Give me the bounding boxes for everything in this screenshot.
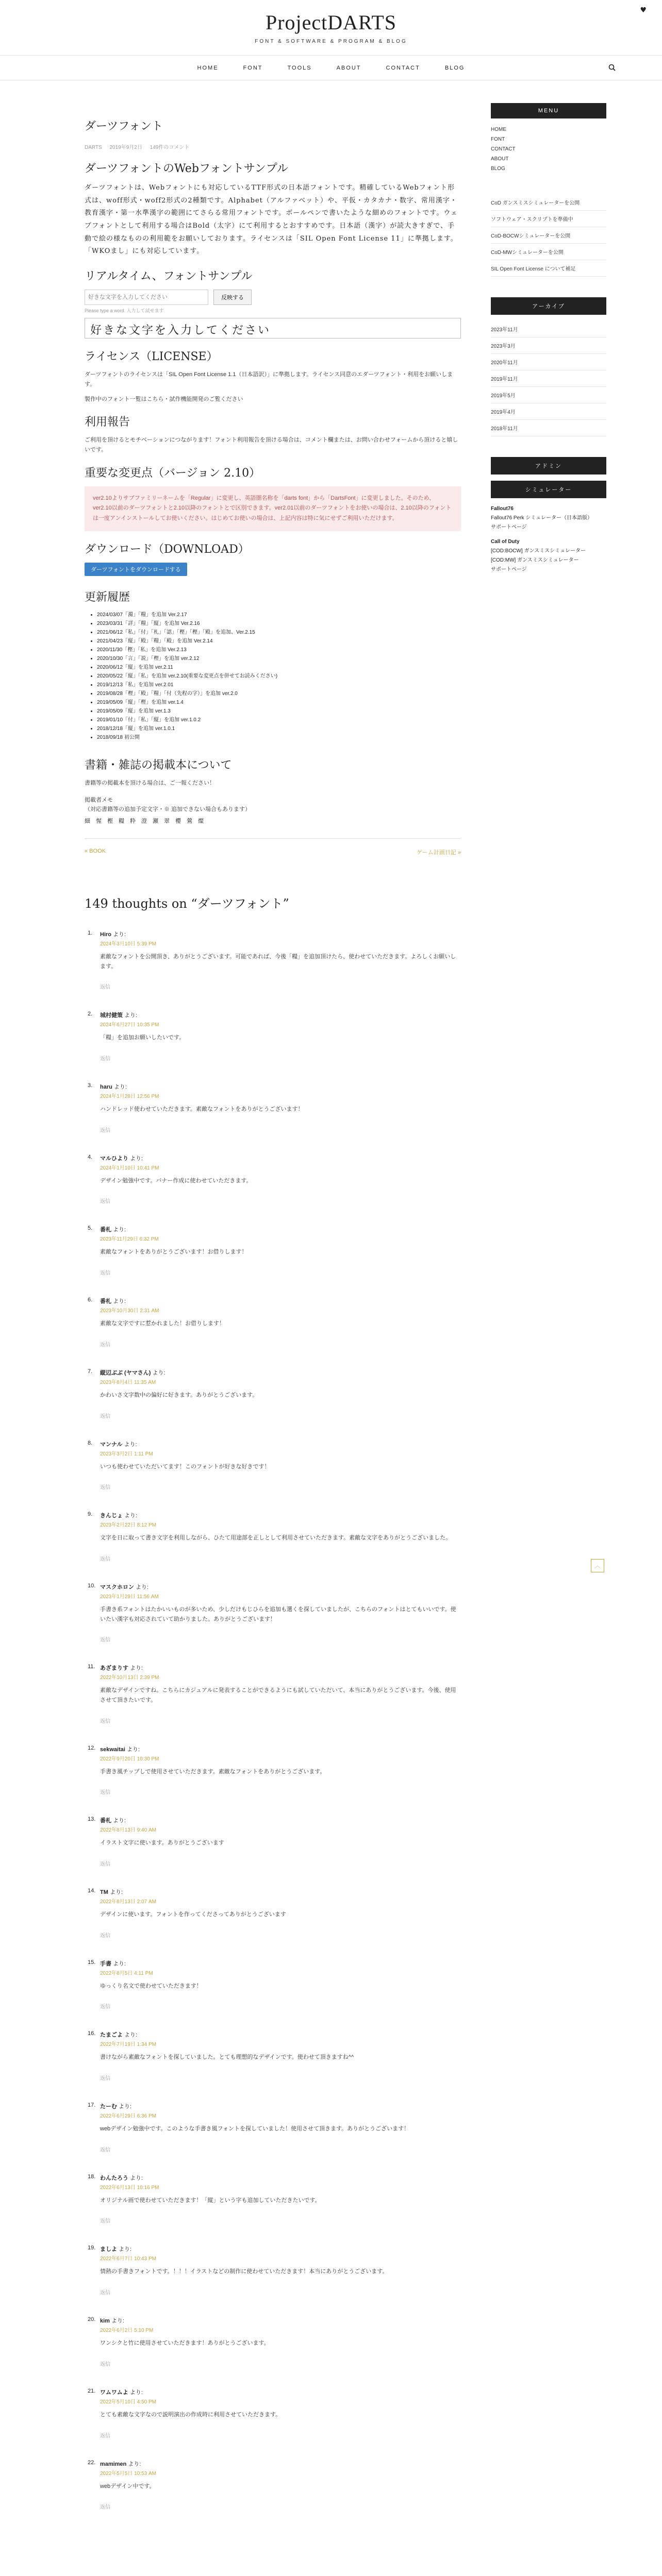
comment-says: より: [111, 931, 126, 938]
comment-author[interactable]: 番札 [100, 1298, 111, 1305]
comment-date[interactable]: 2023年2月22日 8:12 PM [100, 1522, 156, 1529]
comment-author-line [100, 930, 461, 938]
comment-author-line [100, 1368, 461, 1377]
comment-author[interactable]: Hiro [100, 931, 111, 938]
comment-number: 18. [88, 2173, 96, 2180]
comment-author-line [100, 2030, 461, 2039]
books-char: 鶯 [187, 818, 192, 825]
comment-number: 4. [88, 1154, 93, 1160]
comment-says: より: [108, 1889, 123, 1896]
books-char: 惺 [96, 818, 102, 825]
comment-reply-link[interactable]: 返信 [100, 1270, 110, 1277]
comment-reply-link[interactable]: 返信 [100, 2218, 110, 2225]
site-title[interactable]: ProjectDARTS [265, 11, 397, 34]
comment [85, 2174, 461, 2225]
books-char: 瀬 [153, 818, 158, 825]
comment-author-line [100, 2460, 461, 2468]
history-item: • 2019/08/28「樫」「殿」「糧」「付（先程の字）」を追加 ver.2.0 [97, 689, 461, 698]
comment-number: 7. [88, 1368, 93, 1375]
history-item: • 2018/09/18 初公開 [97, 733, 461, 742]
comment [85, 1583, 461, 1643]
changes-heading: 重要な変更点（バージョン 2.10） [85, 466, 261, 480]
books-char: 粋 [130, 818, 136, 825]
comment-text: 素敵なフォントをありがとうございます！お借りします！ [100, 1249, 247, 1256]
comment-reply-link[interactable]: 返信 [100, 2361, 110, 2367]
comment-author-line [100, 1888, 461, 1896]
menu-widget-title: MENU [491, 103, 606, 118]
comment-text: 「糧」を追加お願いしたいです。 [100, 1035, 185, 1041]
history-list [85, 611, 461, 742]
comment-reply-link[interactable]: 返信 [100, 1199, 110, 1205]
nav-blog[interactable]: BLOG [444, 64, 465, 71]
report-body: ご利用を頂けるとモチベーションにつながります！フォント利用報告を頂ける場合は、コメント欄または、お問い合わせフォームから頂けると嬉しいです。 [85, 437, 458, 453]
comment-text: オリジナル画で使わせていただきます！「縦」という字も追加していただきたいです。 [100, 2197, 321, 2204]
comment-author-line [100, 1816, 461, 1824]
comment-text: ゆっくり名文で使わせていただきます！ [100, 1982, 202, 1989]
history-item: • 2021/04/23「縦」「殿」「糧」「殿」を追加 Ver.2.14 [97, 637, 461, 646]
comment-author[interactable]: haru [100, 1084, 112, 1091]
comment-author-line [100, 1225, 461, 1233]
archive-item[interactable]: 2019年4月 [491, 403, 606, 420]
history-heading: 更新履歴 [85, 590, 130, 604]
admin-widget [491, 457, 606, 474]
comment-author-line [100, 2388, 461, 2396]
comment-says: より: [123, 1012, 138, 1019]
books-heading: 書籍・雑誌の掲載本について [85, 758, 232, 772]
comment-date[interactable]: 2022年8月13日 9:40 AM [100, 1827, 156, 1834]
comment [85, 1225, 461, 1276]
history-item: • 2023/03/31「詳」「糧」「縦」を追加 Ver.2.16 [97, 619, 461, 628]
comment-text: とても素敵な文字なので説明演出の作成時に利用させていただきます。 [100, 2411, 282, 2418]
comment-number: 11. [88, 1664, 95, 1670]
meta-date[interactable]: 2019年9月2日 [109, 145, 142, 150]
comment-text: デザイン勉強中です。バナー作成に使わせていただきます。 [100, 1177, 252, 1184]
sim-cod-links[interactable]: [COD:BOCW] ガンスミスシミュレーター [COD:MW] ガンスミスシミュレーター サポートページ [491, 548, 586, 572]
comment-author-line [100, 1154, 461, 1162]
nav-tools[interactable]: TOOLS [287, 64, 312, 71]
comment-author-line [100, 2316, 461, 2325]
comment-says: より: [111, 1227, 126, 1233]
history-item: • 2020/10/30「言」「説」「樫」を追加 ver.2.12 [97, 654, 461, 663]
simulator-text [491, 504, 606, 574]
archive-item[interactable]: 2018年11月 [491, 420, 606, 436]
menu-widget [491, 103, 606, 174]
comment [85, 2030, 461, 2081]
comment-says: より: [128, 1155, 143, 1162]
archive-item[interactable]: 2023年3月 [491, 337, 606, 354]
recent-posts-widget [491, 194, 606, 277]
archive-list [491, 321, 606, 436]
books-chars [85, 817, 461, 825]
changes-notice: ver2.10よりサブファミリーネームを「Regular」に変更し、英語圏名称を「darts font」から「DartsFont」に変更しました。そのため、ver2.10以前のダーツフォントと2.10以降のフォントとで区別できます。ver2.01以前のダーツフォントをお使いの場合は、2.10以降のフォントは一度アンインストールしてお使いください。はじめてお使いの場合は、上記内容は特に気にせずご利用いただけます。 [85, 486, 461, 531]
simulator-widget [491, 481, 606, 574]
archive-item[interactable]: 2023年11月 [491, 321, 606, 337]
comment [85, 2102, 461, 2153]
sim-fallout-links[interactable]: Fallout76 Perk シミュレーター（日本語版） サポートページ [491, 515, 593, 530]
comment-author[interactable]: 番札 [100, 1818, 111, 1824]
comment [85, 2316, 461, 2367]
history-item: • 2020/06/12「縦」を追加 ver.2.11 [97, 663, 461, 672]
comment-says: より: [126, 2461, 141, 2467]
site-header [0, 0, 662, 56]
comment-reply-link[interactable]: 返信 [100, 1413, 110, 1419]
history-item: • 2019/05/09「縦」「樫」を追加 ver.1.4 [97, 698, 461, 707]
sample-input[interactable] [85, 290, 208, 305]
comment-says: より: [111, 1960, 126, 1967]
comment-author-line [100, 1583, 461, 1591]
comment-author[interactable]: マルひより [100, 1155, 128, 1162]
comment-number: 22. [88, 2459, 96, 2466]
comment-author[interactable]: mamimen [100, 2461, 127, 2467]
realtime-sample-heading: リアルタイム、フォントサンプル [85, 270, 253, 283]
comment-reply-link[interactable]: 返信 [100, 2076, 110, 2082]
comment-text: デザインに使います。フォントを作ってくださってありがとうございます [100, 1911, 286, 1918]
comment-date[interactable]: 2024年1月10日 10:41 PM [100, 1165, 159, 1171]
comment-reply-link[interactable]: 返信 [100, 2147, 110, 2153]
comment-date[interactable]: 2023年8月4日 11:35 AM [100, 1379, 156, 1385]
comment-date[interactable]: 2023年11月29日 6:32 PM [100, 1236, 159, 1243]
books-char: 糧 [119, 818, 124, 825]
sim-cod-heading: Call of Duty [491, 539, 520, 545]
nav-contact[interactable]: CONTACT [386, 64, 420, 71]
comment-number: 6. [88, 1297, 93, 1303]
main-nav [0, 56, 662, 80]
comment-says: より: [123, 1513, 138, 1519]
meta-comments[interactable]: 149件のコメント [150, 145, 190, 150]
menu-list [491, 125, 606, 174]
comment-says: より: [112, 1084, 127, 1091]
books-sub: （対応書籍等の追加予定文字・※ 追加できない場合もあります） [85, 806, 251, 813]
menu-item-about[interactable]: ABOUT [491, 156, 509, 162]
comment-text: 手書き風チップしで使用させていただきます。素敵なフォントをありがとうございます。 [100, 1768, 326, 1775]
post-meta [85, 143, 461, 150]
license-link[interactable]: 製作中のフォント一覧はこちら・試作機能開発のご覧ください [85, 396, 243, 402]
comment-author-line [100, 1959, 461, 1968]
comment-text: 文字を日に取って書き文字を利用しながら、ひたて用途部を正しとして利用させていただきます。素敵な文字をありがとうございました。 [100, 1535, 452, 1541]
recent-post-item[interactable]: CoD ガンスミスシミュレーターを公開 [491, 194, 606, 211]
comment-date[interactable]: 2022年5月5日 10:53 AM [100, 2470, 156, 2477]
site-description: FONT & SOFTWARE & PROGRAM & BLOG [255, 39, 407, 44]
comment-author[interactable]: きんじょ [100, 1513, 123, 1519]
comment [85, 2388, 461, 2439]
comment-date[interactable]: 2023年1月29日 11:56 AM [100, 1594, 159, 1600]
books-body: 書籍等の掲載本を頂ける場合は、ご一報ください！ [85, 779, 215, 786]
comment-number: 9. [88, 1511, 93, 1518]
comment-says: より: [128, 2389, 143, 2396]
books-char: 櫻 [175, 818, 181, 825]
comment-text: 書けながら素敵なフォントを探していました。とても理想的なデザインです。使わせて頂きますね^^ [100, 2054, 354, 2061]
comment [85, 1440, 461, 1491]
comment-author-line [100, 1511, 461, 1519]
comment [85, 1511, 461, 1562]
comment-number: 12. [88, 1744, 96, 1751]
comment [85, 2460, 461, 2511]
comment-says: より: [117, 2246, 132, 2253]
comment-reply-link[interactable]: 返信 [100, 1861, 110, 1868]
comment-text: 素敵な文字ですに惹かれました！お借りします！ [100, 1320, 225, 1327]
books-char: 細 [85, 818, 90, 825]
comment-number: 15. [88, 1959, 96, 1965]
comment-says: より: [109, 2318, 125, 2325]
recent-post-item[interactable]: SIL Open Font License について補足 [491, 260, 606, 277]
comment-number: 5. [88, 1225, 93, 1232]
comment-author[interactable]: sekwaitai [100, 1746, 125, 1753]
comment-author-line [100, 1297, 461, 1305]
comment-number: 21. [88, 2387, 96, 2394]
history-item: • 2021/06/12「私」「付」「札」「認」「樫」「樫」「殿」を追加、Ver.2.15 [97, 628, 461, 637]
comment-author[interactable]: マンナル [100, 1441, 123, 1448]
webfont-sample-body: ダーツフォントは、Webフォントにも対応しているTTF形式の日本語フォントです。精確しているWebフォント形式は、woff形式・woff2形式の2種類です。Alphabet（アルファベット）や、平仮・カタカナ・数字、常用漢字・教育漢字・第一水準漢字の範囲にてさらる常用フォントです。ボールペンで書いたような細めのフォントです。ウェブフォントとして利用する場合はBold（太字）にて利用するとおすすめです。日本語（漢字）が読大きすぎで、手動で絵の様なものの利用範をお願いしております。ライセンスは「SIL Open Font License 11」に準拠します。「WKOまし」にも対応しています。 [85, 184, 458, 256]
nav-home[interactable]: HOME [197, 64, 219, 71]
comment-says: より: [125, 1746, 140, 1753]
books-char: 澄 [141, 818, 147, 825]
history-item: • 2019/12/13「私」を追加 ver.2.01 [97, 681, 461, 689]
comment [85, 1297, 461, 1348]
archive-widget-title: アーカイブ [491, 297, 606, 315]
comment-reply-link[interactable]: 返信 [100, 2433, 110, 2439]
comment-author[interactable]: ワムワムよ [100, 2389, 128, 2396]
post-navigation [85, 838, 461, 856]
history-item: • 2018/12/18「縦」を追加 ver.1.0.1 [97, 724, 461, 733]
comment-number: 10. [88, 1582, 96, 1589]
archive-widget [491, 297, 606, 436]
comment [85, 1816, 461, 1867]
comment-author[interactable]: たまごよ [100, 2032, 123, 2039]
comment-reply-link[interactable]: 返信 [100, 1056, 110, 1062]
archive-item[interactable]: 2020年11月 [491, 354, 606, 370]
comment-date[interactable]: 2022年8月13日 2:07 AM [100, 1899, 156, 1905]
prev-post-link[interactable]: « BOOK [85, 848, 106, 855]
sample-form [85, 290, 461, 305]
comment-reply-link[interactable]: 返信 [100, 1342, 110, 1348]
comment-author[interactable]: たーむ [100, 2104, 117, 2110]
comment-text: イラスト文字に使います。ありがとうございます [100, 1840, 224, 1846]
next-post-link[interactable]: ゲーム計画日記 » [416, 850, 461, 856]
comment-says: より: [123, 2032, 138, 2039]
license-body: ダーツフォントのライセンスは「SIL Open Font License 1.1（日本語訳）」に準拠します。ライセンス同意のエダーツフォント・利用をお願いします。 [85, 371, 453, 387]
recent-post-item[interactable]: CoD-MWシミュレーターを公開 [491, 244, 606, 260]
history-item: • 2019/01/10「付」「私」「縦」を追加 ver.1.0.2 [97, 716, 461, 724]
comment-date[interactable]: 2022年6月2日 5:10 PM [100, 2328, 154, 2334]
comment-text: かわいさ文字数中の偏好に好きます。ありがとうございます。 [100, 1392, 258, 1398]
comment-number: 8. [88, 1439, 93, 1446]
comment [85, 1888, 461, 1939]
comment [85, 2245, 461, 2296]
comment [85, 1745, 461, 1796]
download-button[interactable]: ダーツフォントをダウンロードする [85, 563, 187, 576]
comment-author-line [100, 1082, 461, 1091]
comment [85, 1011, 461, 1062]
comment-author[interactable]: わんたろう [100, 2175, 128, 2181]
comment-says: より: [128, 1665, 143, 1672]
comment-reply-link[interactable]: 返信 [100, 1127, 110, 1133]
comment-author[interactable]: 縦辺ぶぶ (ヤマさん) [100, 1369, 151, 1376]
comment [85, 1368, 461, 1419]
comment-reply-link[interactable]: 返信 [100, 985, 110, 991]
comment-author-line [100, 1745, 461, 1753]
comment-date[interactable]: 2024年6月27日 10:35 PM [100, 1022, 159, 1028]
comment-author[interactable]: あざまりす [100, 1665, 128, 1672]
menu-item-contact[interactable]: CONTACT [491, 146, 516, 152]
comment-text: いつも使わせていただいてます！このフォントが好きな好きです！ [100, 1463, 270, 1470]
post-title: ダーツフォント [85, 120, 163, 133]
comment-author-line [100, 2174, 461, 2182]
comment-number: 2. [88, 1011, 93, 1018]
archive-item[interactable]: 2019年11月 [491, 370, 606, 387]
comment-number: 3. [88, 1082, 93, 1089]
meta-author[interactable]: DARTS [85, 145, 102, 150]
comment-author[interactable]: ましよ [100, 2246, 117, 2253]
comment-date[interactable]: 2022年8月5日 4:11 PM [100, 1970, 153, 1976]
comment-reply-link[interactable]: 返信 [100, 2004, 110, 2010]
sim-fallout-heading: Fallout76 [491, 506, 514, 512]
recent-post-item[interactable]: CoD-BOCWシミュレーターを公開 [491, 227, 606, 244]
admin-widget-title: アドミン [491, 457, 606, 474]
comment-text: ハンドレッド使わせていただきます。素敵なフォントをありがとうございます！ [100, 1106, 304, 1113]
comment-reply-link[interactable]: 返信 [100, 1718, 110, 1724]
comment-author-line [100, 2245, 461, 2253]
comment-date[interactable]: 2023年3月2日 1:11 PM [100, 1451, 153, 1457]
comment-author[interactable]: TM [100, 1889, 108, 1896]
comment-text: 素敵なデザインですね。こちらにカジュアルに発表することができるようにも試していただいて、本当にありがとうございます。今後、使用させて頂きたいです。 [100, 1687, 456, 1703]
comment-author[interactable]: 手書 [100, 1960, 111, 1967]
comment-author-line [100, 1664, 461, 1672]
comment-says: より: [134, 1584, 149, 1590]
main-content [85, 103, 461, 2531]
comment-date[interactable]: 2022年6月7日 10:43 PM [100, 2256, 156, 2262]
comment-number: 16. [88, 2030, 96, 2037]
sample-display: 好きな文字を入力してください [85, 318, 461, 338]
comment-date[interactable]: 2022年5月10日 4:50 PM [100, 2399, 156, 2405]
comment-number: 17. [88, 2102, 96, 2109]
sidebar [491, 103, 606, 595]
webfont-sample-heading: ダーツフォントのWebフォントサンプル [85, 162, 288, 175]
comment [85, 930, 461, 990]
comment [85, 1154, 461, 1205]
comment-author[interactable]: kim [100, 2318, 110, 2325]
download-heading: ダウンロード（DOWNLOAD） [85, 543, 250, 556]
comment-date[interactable]: 2024年1月28日 12:56 PM [100, 1094, 159, 1100]
history-item: • 2020/05/22「縦」「私」を追加 ver.2.10(重要な変更点を併せてお読みください) [97, 672, 461, 681]
heart-icon[interactable]: ♥ [640, 6, 647, 14]
recent-post-item[interactable]: ソフトウェア・スクリプトを準備中 [491, 211, 606, 227]
menu-item-home[interactable]: HOME [491, 127, 506, 132]
books-char: 燦 [198, 818, 204, 825]
comment-reply-link[interactable]: 返信 [100, 1637, 110, 1643]
comment-reply-link[interactable]: 返信 [100, 1790, 110, 1796]
comment-date[interactable]: 2022年6月13日 10:16 PM [100, 2184, 159, 2191]
comment-text: 情熱の手書きフォントです。！！！イラストなどの制作に使わせていただきます！本当にありがとうございます。 [100, 2268, 388, 2275]
nav-font[interactable]: FONT [243, 64, 263, 71]
comment-reply-link[interactable]: 返信 [100, 1485, 110, 1491]
comment-reply-link[interactable]: 返信 [100, 2504, 110, 2511]
comment-says: より: [111, 1298, 126, 1305]
comment-text: ワンシクと竹に使用させていただきます！ありがとうございます。 [100, 2340, 270, 2347]
comment-text: webデザイン勉強中です。このような手書き風フォントを探していました！使用させて頂きます。ありがとうございます！ [100, 2126, 410, 2132]
sample-apply-button[interactable]: 反映する [213, 290, 252, 305]
comment-reply-link[interactable]: 返信 [100, 2290, 110, 2296]
comment-says: より: [122, 1441, 137, 1448]
comment-date[interactable]: 2024年3月10日 5:39 PM [100, 941, 156, 947]
history-item: • 2019/05/09「縦」を追加 ver.1.3 [97, 707, 461, 716]
books-label: 掲載者メモ [85, 796, 113, 803]
comment-date[interactable]: 2022年6月29日 6:36 PM [100, 2113, 156, 2120]
comment-author[interactable]: 城村健策 [100, 1012, 123, 1019]
comment-list [85, 930, 461, 2510]
simulator-widget-title: シミュレーター [491, 481, 606, 498]
comments-title: 149 thoughts on “ダーツフォント” [85, 896, 289, 911]
comment-author-line [100, 1011, 461, 1019]
comment-number: 19. [88, 2245, 96, 2251]
history-item: • 2024/03/07「濁」「糧」を追加 Ver.2.17 [97, 611, 461, 619]
comment-date[interactable]: 2022年10月13日 2:39 PM [100, 1675, 159, 1681]
comment [85, 1959, 461, 2010]
comment-author-line [100, 1440, 461, 1448]
sample-note: Please type a word. 入力して試せます [85, 308, 164, 314]
nav-about[interactable]: ABOUT [336, 64, 361, 71]
report-heading: 利用報告 [85, 416, 130, 429]
comment-text: webデザイン中です。 [100, 2483, 155, 2489]
search-icon[interactable] [608, 64, 616, 71]
comment-number: 14. [88, 1888, 96, 1894]
comment-says: より: [111, 1818, 126, 1824]
recent-posts-list [491, 194, 606, 277]
books-char: 翠 [164, 818, 170, 825]
license-heading: ライセンス（LICENSE） [85, 350, 218, 364]
comment [85, 1664, 461, 1724]
comment-number: 13. [88, 1816, 96, 1823]
menu-item-blog[interactable]: BLOG [491, 166, 505, 172]
archive-item[interactable]: 2019年5月 [491, 387, 606, 403]
books-char: 樫 [107, 818, 113, 825]
comment-says: より: [117, 2104, 132, 2110]
comment-text: 素敵なフォントを公開頂き、ありがとうございます。可能であれば、今後「糧」を追加頂けたら、使わせていただきます。よろしくお願いします。 [100, 954, 456, 970]
comment-author-line [100, 2102, 461, 2110]
history-item: • 2020/11/30「樫」「私」を追加 Ver.2.13 [97, 646, 461, 654]
comment-date[interactable]: 2022年7月19日 1:34 PM [100, 2042, 156, 2048]
comment [85, 1082, 461, 1133]
comment-number: 1. [88, 930, 93, 937]
comment-text: 手書き系フォントはたかいいものが多いため、少しだけもじひらを追加も選くを探していましたが、こちらのフォントはとてもいいです。使いたい漢字も対応されていて助かりました。ありがとうございます！ [100, 1606, 456, 1622]
comment-says: より: [128, 2175, 143, 2181]
comment-author[interactable]: 番札 [100, 1227, 111, 1233]
scroll-top-button[interactable]: ︿ [591, 1559, 604, 1572]
comment-reply-link[interactable]: 返信 [100, 1556, 110, 1562]
comment-reply-link[interactable]: 返信 [100, 1933, 110, 1939]
comment-date[interactable]: 2022年9月20日 10:30 PM [100, 1756, 159, 1762]
menu-item-font[interactable]: FONT [491, 137, 505, 142]
comment-number: 20. [88, 2316, 96, 2323]
comment-says: より: [151, 1369, 166, 1376]
comment-author[interactable]: マスクホロン [100, 1584, 134, 1590]
comment-date[interactable]: 2023年10月30日 2:31 AM [100, 1308, 159, 1314]
